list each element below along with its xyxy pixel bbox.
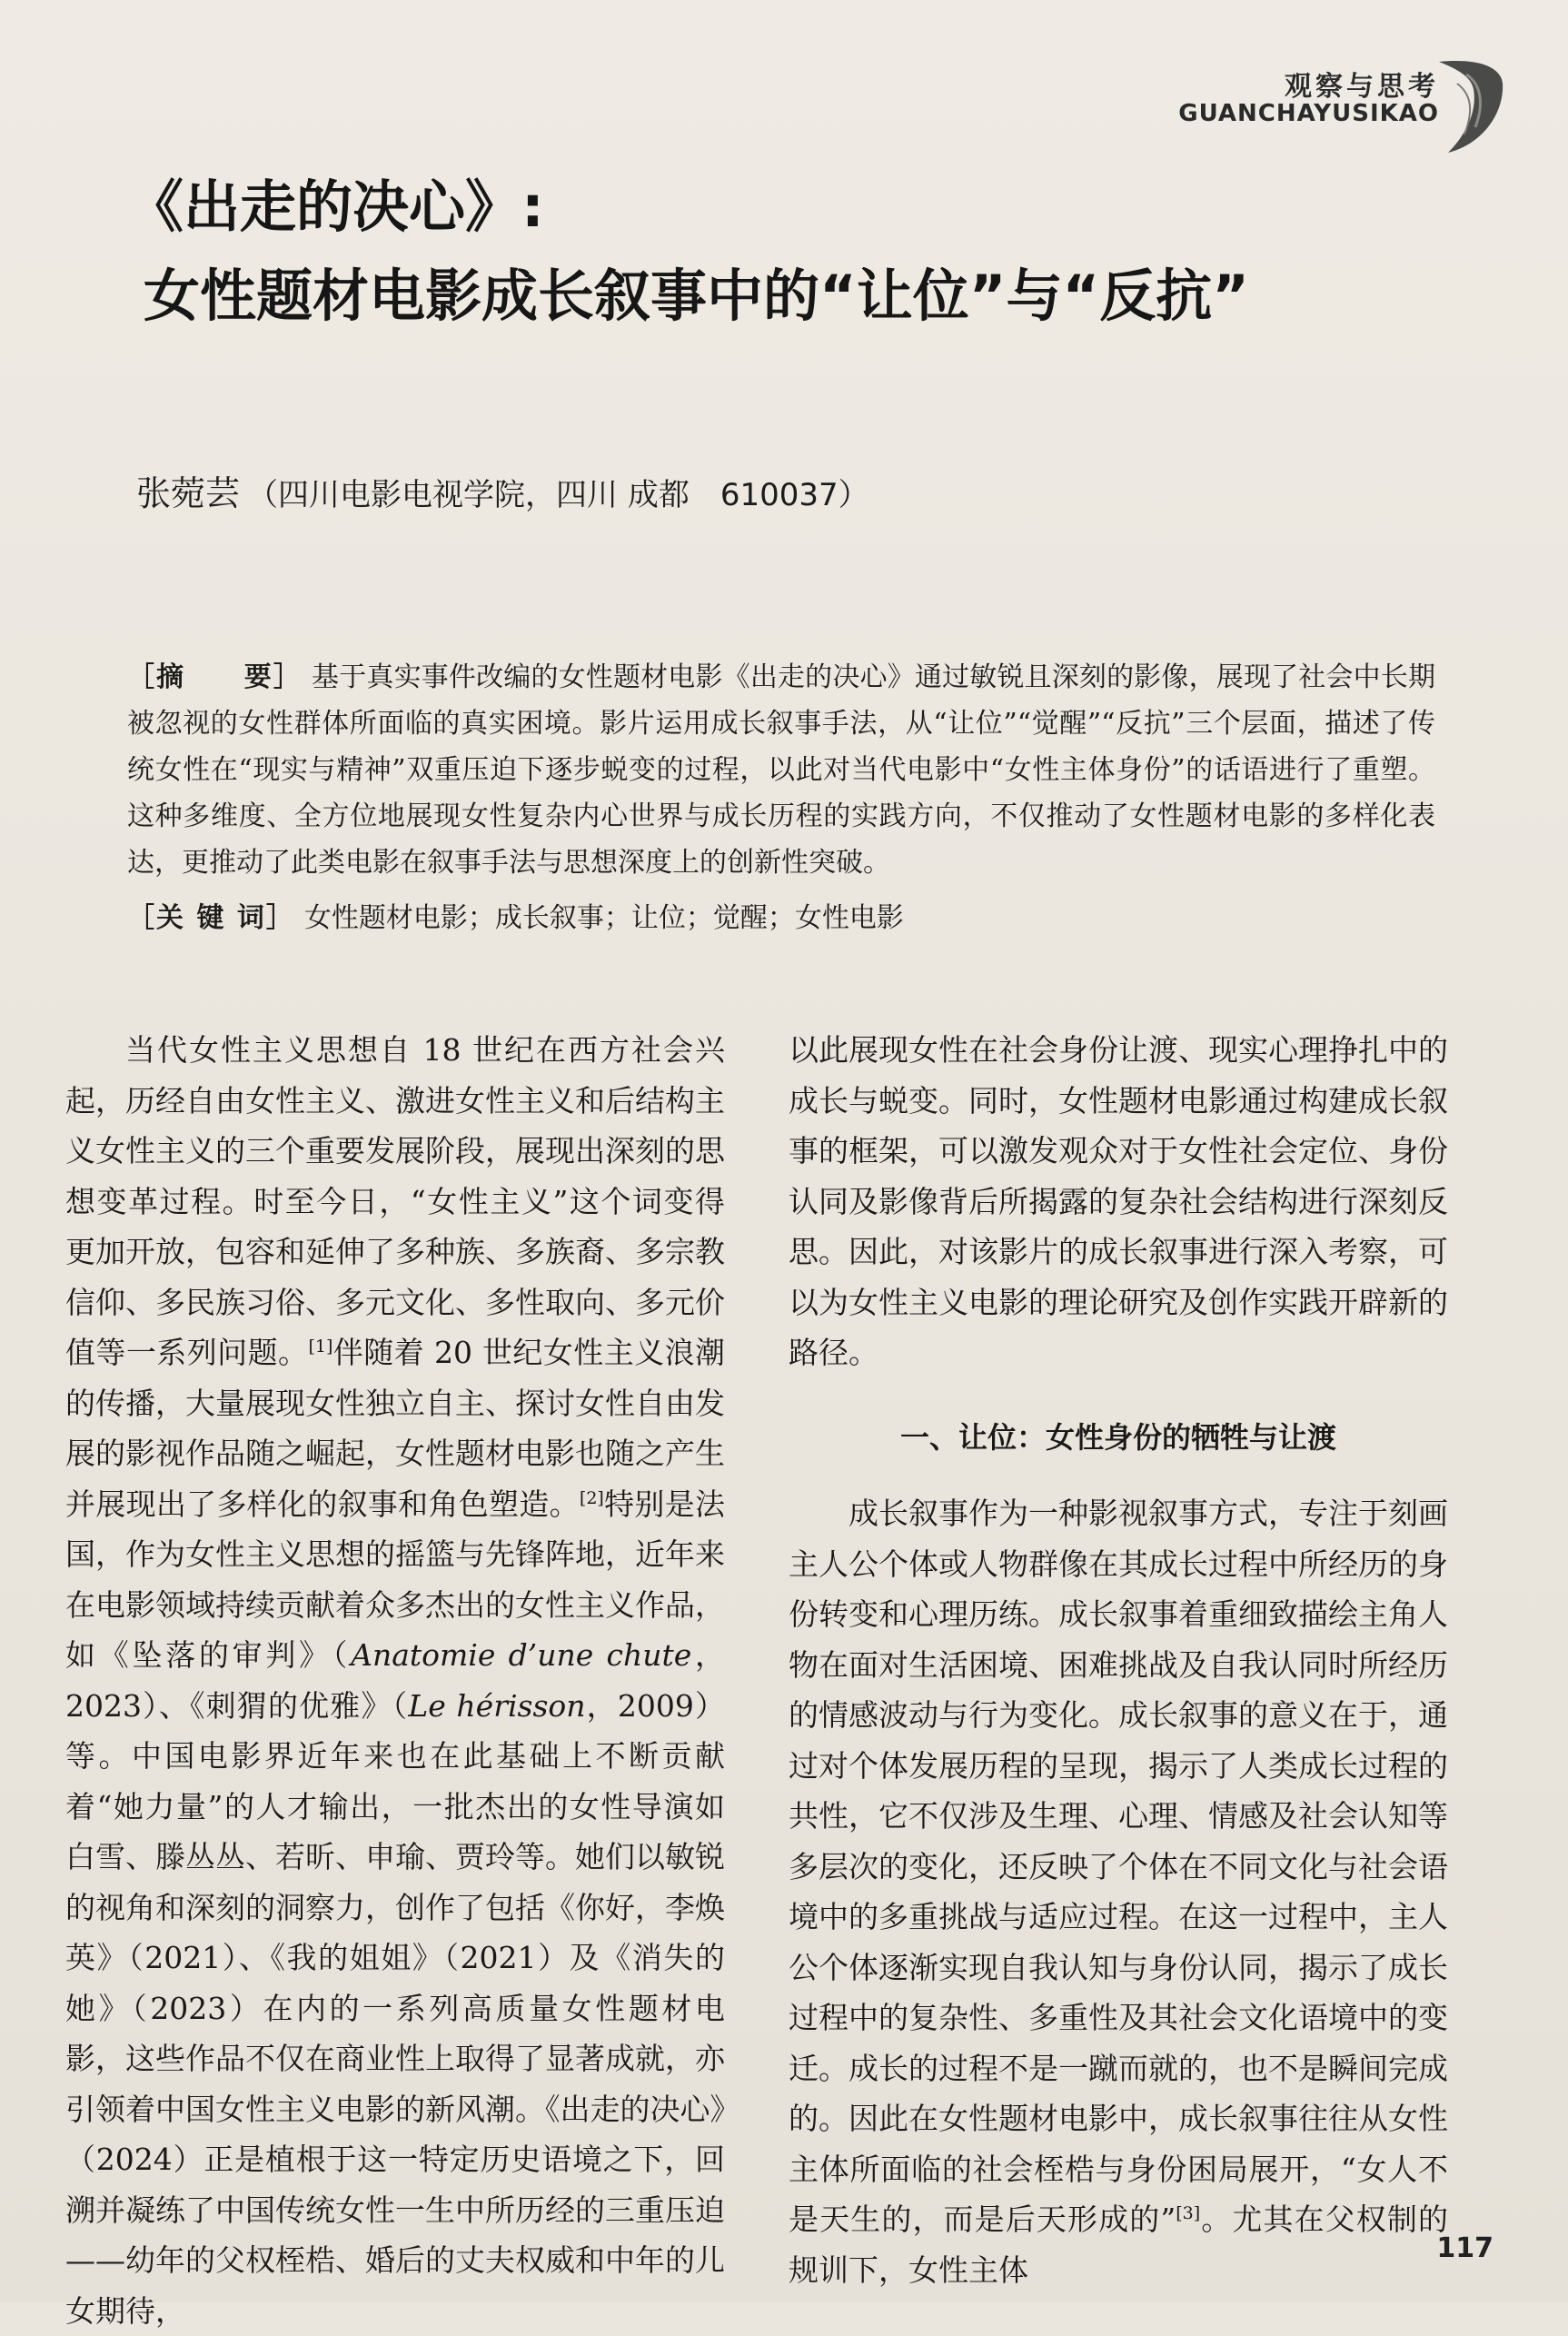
body-paragraph bbox=[789, 1488, 1448, 2295]
title-line-1: 《出走的决心》: bbox=[127, 174, 544, 240]
film-title-italic: Anatomie d’une chute bbox=[351, 1637, 692, 1673]
running-head-pinyin: GUANCHAYUSIKAO bbox=[1178, 100, 1439, 127]
brush-stroke-icon bbox=[1421, 56, 1504, 156]
author-affiliation: （四川电影电视学院，四川 成都 610037） bbox=[247, 477, 869, 513]
keywords-paragraph bbox=[127, 895, 1435, 941]
body-paragraph-continued: 以此展现女性在社会身份让渡、现实心理挣扎中的成长与蜕变。同时，女性题材电影通过构建成长叙事的框架，可以激发观众对于女性社会定位、身份认同及影像背后所揭露的复杂社会结构进行深刻反思。因此，对该影片的成长叙事进行深入考察，可以为女性主义电影的理论研究及创作实践开辟新的路径。 bbox=[789, 1032, 1448, 1370]
author-block bbox=[136, 465, 869, 515]
body-text: ，2023）、《刺猬的优雅》（ bbox=[65, 1637, 725, 1724]
keywords-text: 女性题材电影；成长叙事；让位；觉醒；女性电影 bbox=[303, 902, 904, 934]
citation-ref: [2] bbox=[579, 1487, 604, 1508]
body-text: 当代女性主义思想自 18 世纪在西方社会兴起，历经自由女性主义、激进女性主义和后结构主义女性主义的三个重要发展阶段，展现出深刻的思想变革过程。时至今日，“女性主义”这个词变得更加开放，包容和延伸了多种族、多族裔、多宗教信仰、多民族习俗、多元文化、多性取向、多元价值等一系列问题。 bbox=[65, 1032, 725, 1370]
film-title-italic: Le hérisson bbox=[408, 1687, 586, 1724]
author-name: 张菀芸 bbox=[136, 473, 241, 513]
body-column-left bbox=[65, 1025, 725, 2336]
citation-ref: [3] bbox=[1176, 2203, 1201, 2223]
abstract-label: ［摘 要］ bbox=[127, 661, 303, 693]
running-head bbox=[1177, 56, 1504, 156]
citation-ref: [1] bbox=[308, 1337, 333, 1357]
body-text: 特别是法国，作为女性主义思想的摇篮与先锋阵地，近年来在电影领域持续贡献着众多杰出的女性主义作品，如《坠落的审判》（ bbox=[65, 1486, 726, 1673]
page-number: 117 bbox=[1436, 2232, 1494, 2264]
body-text: ，2009）等。中国电影界近年来也在此基础上不断贡献着“她力量”的人才输出，一批杰出的女性导演如白雪、滕丛丛、若昕、申瑜、贾玲等。她们以敏锐的视角和深刻的洞察力，创作了包括《你好，李焕英》（2021）、《我的姐姐》（2021）及《消失的她》（2023）在内的一系列高质量女性题材电影，这些作品不仅在商业性上取得了显著成就，亦引领着中国女性主义电影的新风潮。《出走的决心》（2024）正是植根于这一特定历史语境之下，回溯并凝练了中国传统女性一生中所历经的三重压迫——幼年的父权桎梏、婚后的丈夫权威和中年的儿女期待， bbox=[65, 1687, 725, 2329]
abstract-text: 基于真实事件改编的女性题材电影《出走的决心》通过敏锐且深刻的影像，展现了社会中长期被忽视的女性群体所面临的真实困境。影片运用成长叙事手法，从“让位”“觉醒”“反抗”三个层面，描述了传统女性在“现实与精神”双重压迫下逐步蜕变的过程，以此对当代电影中“女性主体身份”的话语进行了重塑。这种多维度、全方位地展现女性复杂内心世界与成长历程的实践方向，不仅推动了女性题材电影的多样化表达，更推动了此类电影在叙事手法与思想深度上的创新性突破。 bbox=[127, 661, 1436, 879]
keywords-label: ［关 键 词］ bbox=[127, 902, 295, 934]
body-text: 。尤其在父权制的规训下，女性主体 bbox=[789, 2202, 1449, 2288]
body-paragraph bbox=[65, 1025, 725, 2336]
running-head-section: 观察与思考 bbox=[1285, 71, 1439, 103]
body-text: 成长叙事作为一种影视叙事方式，专注于刻画主人公个体或人物群像在其成长过程中所经历的身份转变和心理历练。成长叙事着重细致描绘主角人物在面对生活困境、困难挑战及自我认同时所经历的情感波动与行为变化。成长叙事的意义在于，通过对个体发展历程的呈现，揭示了人类成长过程的共性，它不仅涉及生理、心理、情感及社会认知等多层次的变化，还反映了个体在不同文化与社会语境中的多重挑战与适应过程。在这一过程中，主人公个体逐渐实现自我认知与身份认同，揭示了成长过程中的复杂性、多重性及其社会文化语境中的变迁。成长的过程不是一蹴而就的，也不是瞬间完成的。因此在女性题材电影中，成长叙事往往从女性主体所面临的社会桎梏与身份困局展开，“女人不是天生的，而是后天形成的” bbox=[789, 1496, 1448, 2237]
abstract-paragraph bbox=[127, 654, 1435, 886]
abstract-block bbox=[127, 654, 1435, 941]
title-line-2: 女性题材电影成长叙事中的“让位”与“反抗” bbox=[144, 263, 1249, 329]
body-column-right bbox=[789, 1025, 1448, 2295]
body-text: 伴随着 20 世纪女性主义浪潮的传播，大量展现女性独立自主、探讨女性自由发展的影视作品随之崛起，女性题材电影也随之产生并展现出了多样化的叙事和角色塑造。 bbox=[65, 1335, 725, 1522]
article-title bbox=[127, 169, 1472, 334]
section-heading: 一、让位：女性身份的牺牲与让渡 bbox=[899, 1419, 1336, 1455]
